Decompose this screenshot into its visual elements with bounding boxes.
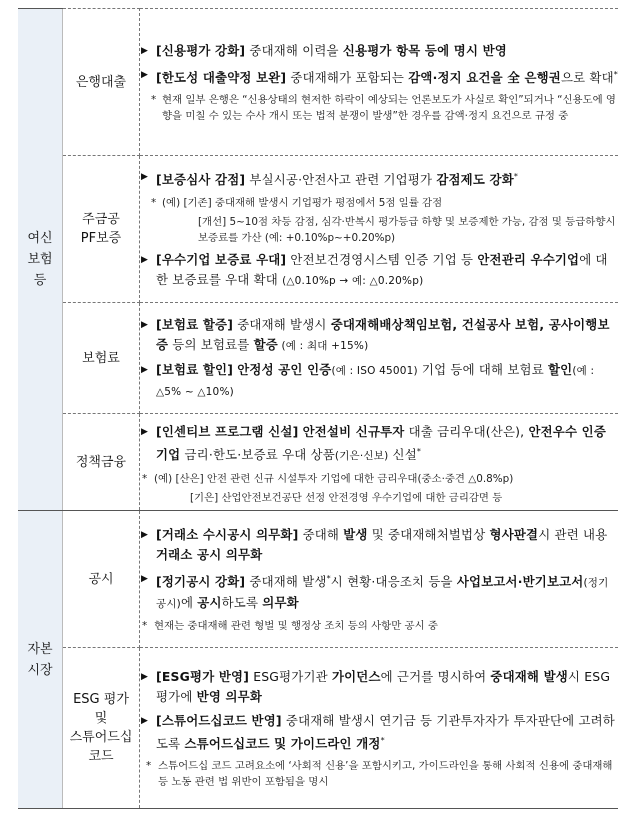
list-item: ▶ [보험료 할인] 안정성 공인 인증(예 : ISO 45001) 기업 등에 대해 보험료 할인(예 : △5% ~ △10%) <box>141 361 595 398</box>
triangle-right-icon: ▶ <box>141 364 149 375</box>
section-body-bank <box>140 9 619 156</box>
list-item: ▶ [ESG평가 반영] ESG평가기관 가이던스에 근거를 명시하여 중대재해 발생시 ESG평가에 반영 의무화 <box>141 668 611 704</box>
triangle-right-icon: ▶ <box>141 319 149 330</box>
section-label-policy: 정책금융 <box>63 414 140 511</box>
policy-table <box>18 8 618 809</box>
triangle-right-icon: ▶ <box>141 671 149 682</box>
list-item: ▶ [거래소 수시공시 의무화] 중대해 발생 및 중대재해처벌법상 형사판결시 관련 내용 거래소 공시 의무화 <box>141 526 608 562</box>
footnote: * 스튜어드십 코드 고려요소에 ‘사회적 신용’을 포함시키고, 가이드라인을 통해 사회적 신용에 중대재해 등 노동 관련 법 위반이 포함됨을 명시 <box>146 760 613 789</box>
triangle-right-icon: ▶ <box>141 573 149 584</box>
list-item: ▶ [보험료 할증] 중대재해 발생시 중대재해배상책임보험, 건설공사 보험, 공사이행보증 등의 보험료를 할증 (예 : 최대 +15%) <box>141 316 610 352</box>
footnote: * 현재 일부 은행은 “신용상태의 현저한 하락이 예상되는 언론보도가 사실로 확인”되거나 “신용도에 영향을 미칠 수 있는 수사 개시 또는 법적 분쟁이 발생”한 경우를 감액·정지 요건으로 규정 중 <box>151 94 616 123</box>
footnote-continued: [개선] 5~10점 차등 감점, 심각·반복시 평가등급 하향 및 보증제한 가능, 감점 및 등급하향시 보증료를 가산 (예: +0.10%p~+0.20%p) <box>198 215 616 244</box>
category-capital-label: 자본 시장 <box>27 641 53 678</box>
list-item: ▶ [우수기업 보증료 우대] 안전보건경영시스템 인증 기업 등 안전관리 우수기업에 대한 보증료를 우대 확대 (△0.10%p → 예: △0.20%p) <box>141 251 608 287</box>
section-body-premium <box>140 303 619 414</box>
list-item: ▶ [보증심사 감점] 부실시공·안전사고 관련 기업평가 감점제도 강화* <box>140 167 618 190</box>
category-capital <box>18 511 63 809</box>
row-guarantee <box>18 156 618 303</box>
list-item: ▶ [정기공시 강화] 중대재해 발생*시 현황·대응조치 등을 사업보고서·반기보고서(정기공시)에 공시하도록 의무화 <box>140 569 618 614</box>
row-bank <box>18 9 618 156</box>
section-body-policy <box>140 414 619 511</box>
section-label-bank: 은행대출 <box>63 9 140 156</box>
triangle-right-icon: ▶ <box>141 529 149 540</box>
footnote: * (예) [산은] 안전 관련 신규 시설투자 기업에 대한 금리우대(중소·중견 △0.8%p) <box>142 472 514 485</box>
list-item: ▶ [신용평가 강화] 중대재해 이력을 신용평가 항목 등에 명시 반영 <box>140 41 618 61</box>
triangle-right-icon: ▶ <box>141 45 149 56</box>
row-premium <box>18 303 618 414</box>
category-insurance <box>18 9 63 511</box>
section-label-premium: 보험료 <box>63 303 140 414</box>
row-disclosure <box>18 511 618 648</box>
triangle-right-icon: ▶ <box>141 715 149 726</box>
section-body-guarantee <box>140 156 619 303</box>
footnote: * 현재는 중대재해 관련 형벌 및 행정상 조치 등의 사항만 공시 중 <box>142 620 438 633</box>
section-body-esg <box>140 648 619 809</box>
list-item: ▶ [인센티브 프로그램 신설] 안전설비 신규투자 대출 금리우대(산은), 안전우수 인증기업 금리·한도·보증료 우대 상품(기은·신보) 신설* <box>141 424 606 463</box>
section-label-esg: ESG 평가 및 스튜어드십 코드 <box>63 648 140 809</box>
footnote: * (예) [기존] 중대재해 발생시 기업평가 평점에서 5점 일률 감점 <box>151 196 443 209</box>
list-item: ▶ [스튜어드십코드 반영] 중대재해 발생시 연기금 등 기관투자자가 투자판단에 고려하도록 스튜어드십코드 및 가이드라인 개정* <box>141 712 615 752</box>
row-policy <box>18 414 618 511</box>
triangle-right-icon: ▶ <box>141 172 149 183</box>
section-body-disclosure <box>140 511 619 648</box>
section-label-disclosure: 공시 <box>63 511 140 648</box>
section-label-guarantee: 주금공 PF보증 <box>63 156 140 303</box>
row-esg <box>18 648 618 809</box>
triangle-right-icon: ▶ <box>141 254 149 265</box>
triangle-right-icon: ▶ <box>141 427 149 438</box>
triangle-right-icon: ▶ <box>141 69 149 80</box>
list-item: ▶ [한도성 대출약정 보완] 중대재해가 포함되는 감액·정지 요건을 全 은행권으로 확대* <box>140 65 618 88</box>
category-insurance-label: 여신 보험 등 <box>27 231 53 288</box>
footnote-continued: [기은] 산업안전보건공단 선정 안전경영 우수기업에 대한 금리감면 등 <box>190 491 503 504</box>
